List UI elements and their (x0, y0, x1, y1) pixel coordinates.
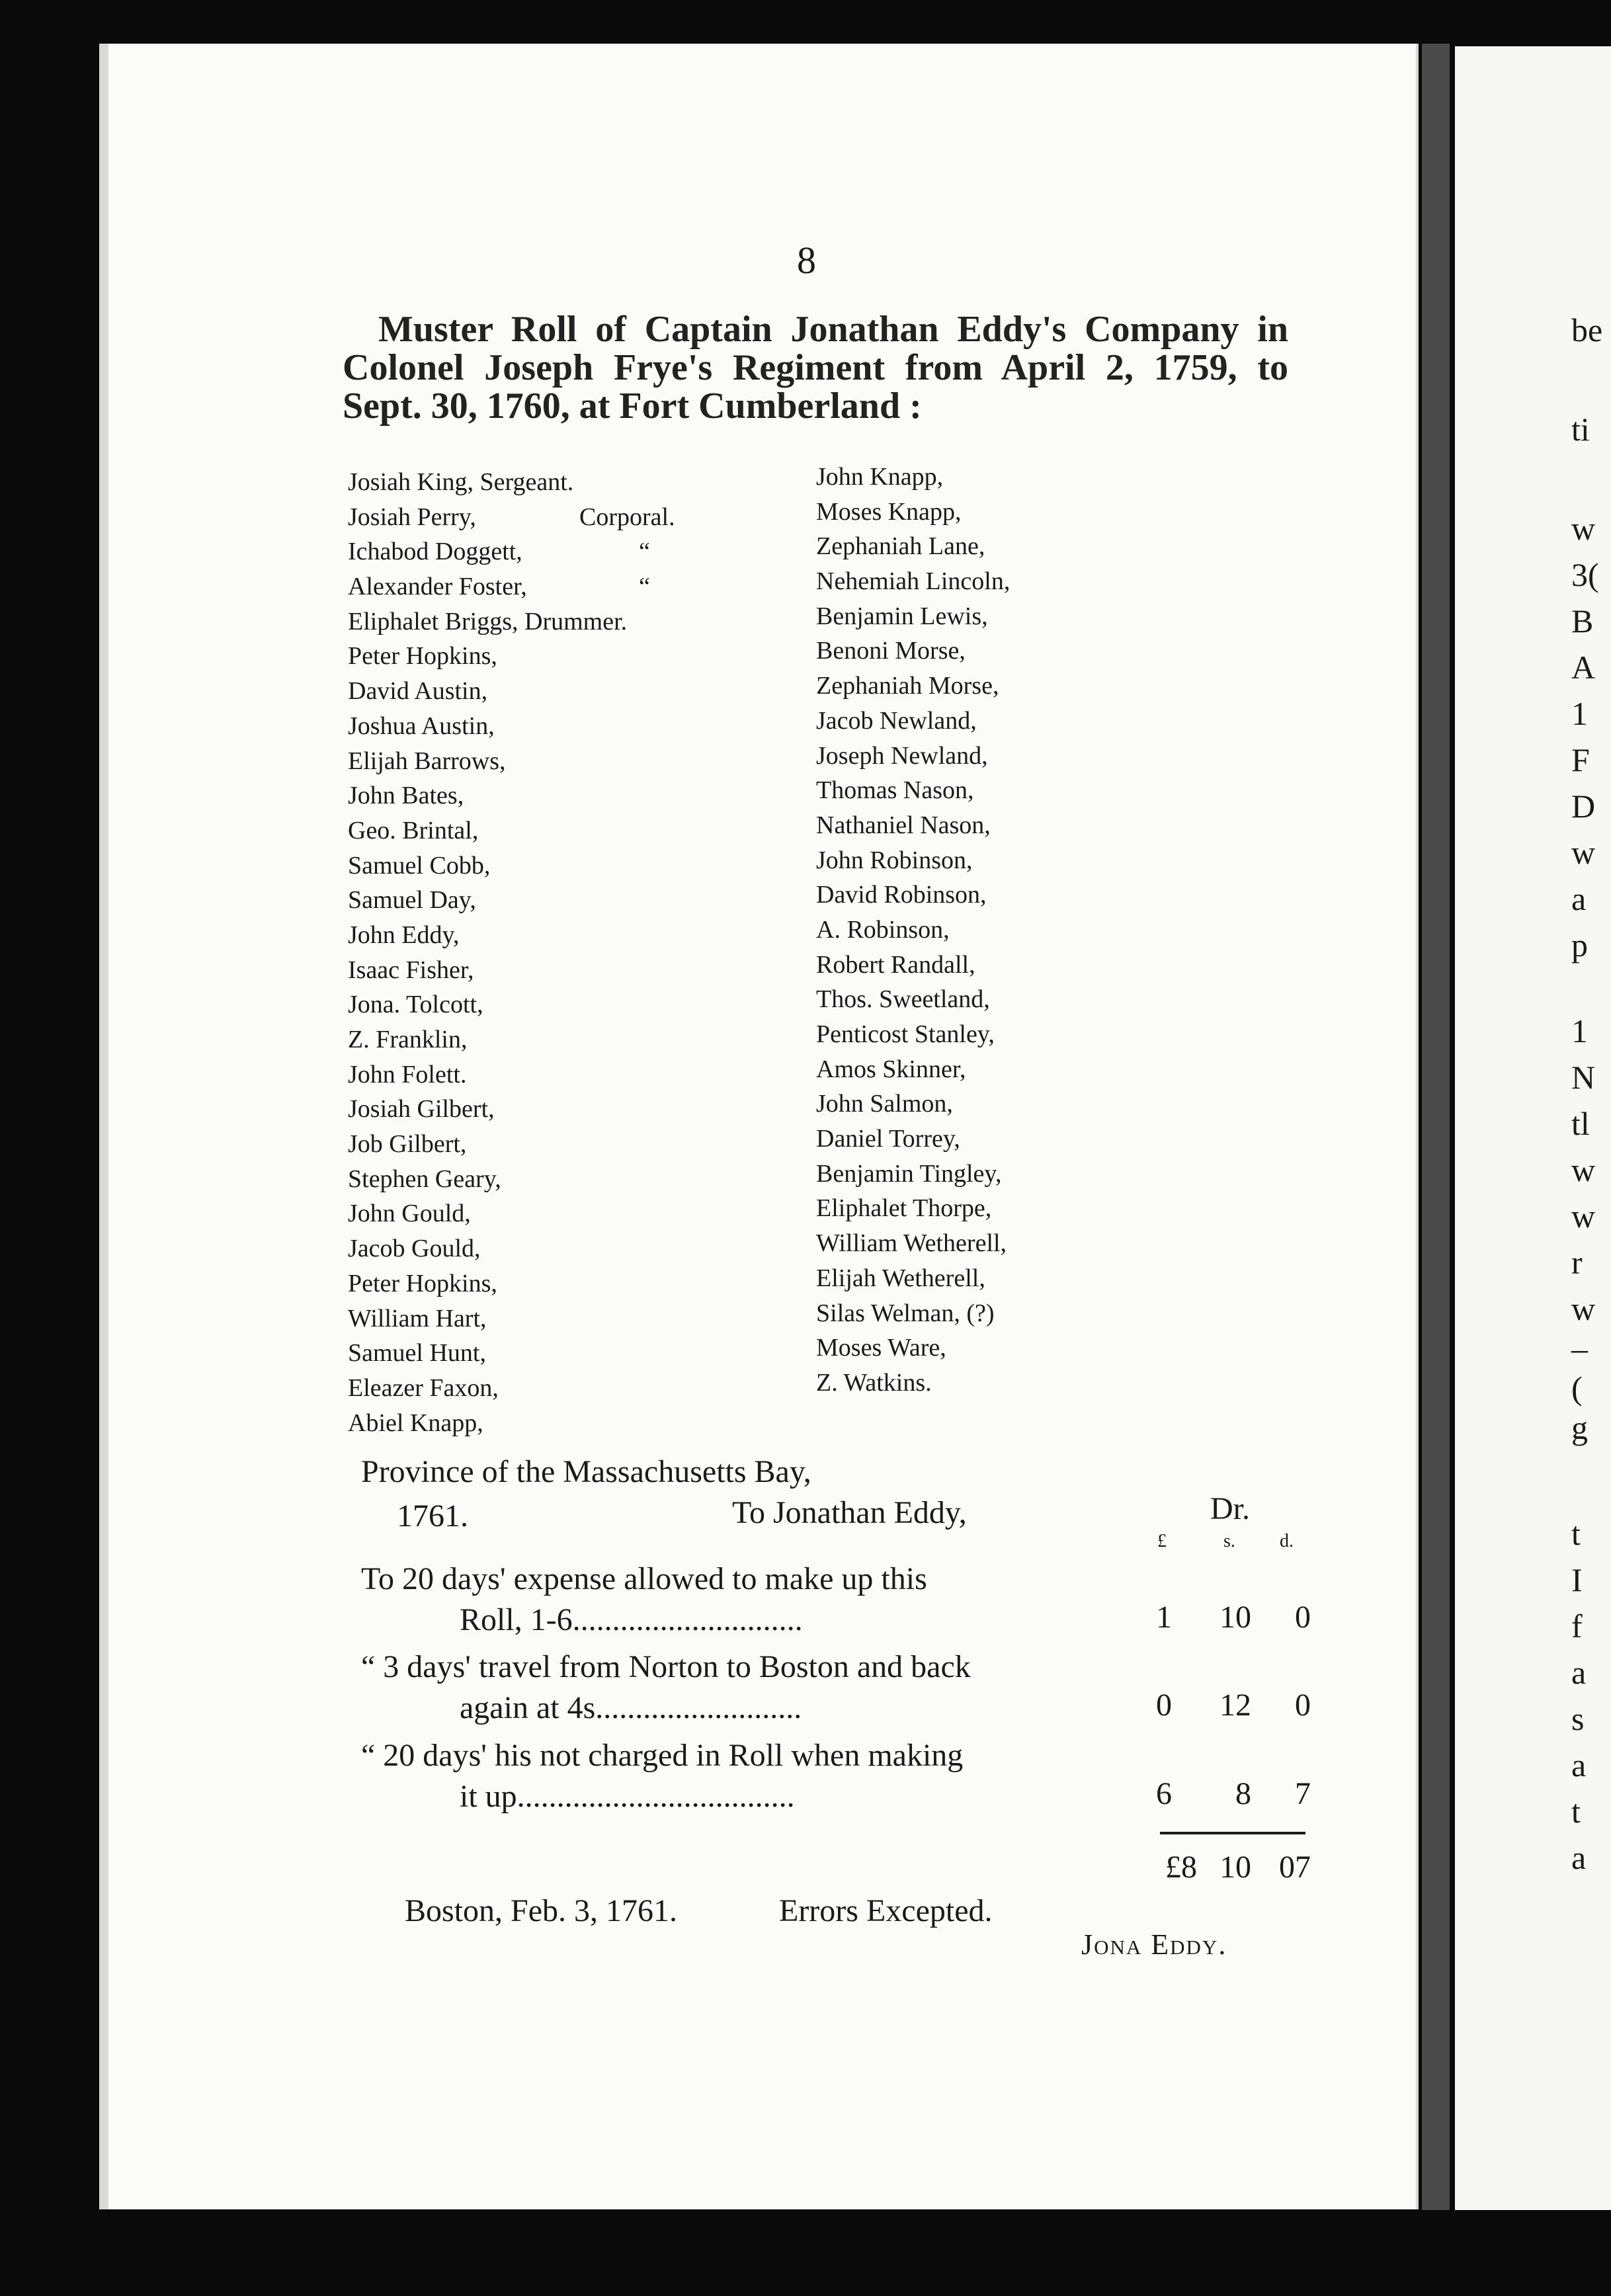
roster-right-column (816, 460, 1010, 1401)
adjacent-page-text: D (1571, 788, 1596, 825)
roster-entry (348, 1127, 627, 1162)
roster-entry: Nehemiah Lincoln, (816, 567, 1011, 596)
adjacent-page-text: – (1571, 1330, 1588, 1367)
member-name: Z. Franklin, (348, 1026, 468, 1053)
adjacent-page-text: g (1571, 1409, 1588, 1446)
entry-shillings: 8 (1235, 1776, 1251, 1811)
adjacent-page-text: a (1571, 1654, 1587, 1691)
adjacent-page-text: t (1571, 1793, 1581, 1830)
member-name: Samuel Day, (348, 886, 476, 915)
member-name: Joshua Austin, (348, 712, 495, 740)
roster-entry (348, 639, 627, 674)
member-name: Abiel Knapp, (348, 1409, 483, 1437)
roster-entry: Benjamin Tingley, (816, 1159, 1002, 1188)
roster-entry (348, 604, 627, 639)
member-name: John Eddy, (348, 921, 460, 949)
member-name: Elijah Barrows, (348, 747, 506, 775)
adjacent-page-text: w (1571, 510, 1596, 547)
entry-pence: 7 (1295, 1776, 1311, 1811)
member-name: Alexander Foster, (348, 573, 527, 601)
adjacent-page-text: s (1571, 1700, 1585, 1737)
adjacent-page-text: a (1571, 1839, 1587, 1876)
total-pounds: £8 (1165, 1850, 1197, 1885)
adjacent-page-text: 1 (1571, 695, 1588, 732)
member-role: “ (639, 538, 650, 566)
adjacent-page-text: r (1571, 1244, 1583, 1281)
adjacent-page-fragment (1455, 46, 1611, 2210)
roster-entry: Robert Randall, (816, 950, 975, 979)
roster-entry: David Robinson, (816, 881, 987, 909)
member-name: Josiah Gilbert, (348, 1095, 495, 1124)
roster-entry: Moses Ware, (816, 1334, 946, 1362)
entry-line: Roll, 1-6............................. (460, 1602, 803, 1637)
roster-entry: William Wetherell, (816, 1229, 1007, 1258)
adjacent-page-text: A (1571, 649, 1596, 686)
roster-entry (348, 1266, 627, 1301)
member-name: Jacob Gould, (348, 1235, 481, 1263)
roster-left-column (348, 465, 675, 1440)
roster-entry (348, 1406, 627, 1441)
roster-entry: A. Robinson, (816, 915, 950, 944)
roster-entry: John Knapp, (816, 463, 944, 491)
roster-entry (348, 1196, 627, 1231)
adjacent-page-text: B (1571, 602, 1594, 639)
roster-entry: Elijah Wetherell, (816, 1264, 985, 1292)
adjacent-page-text: a (1571, 880, 1587, 917)
signature: Jona Eddy. (1081, 1928, 1227, 1961)
adjacent-page-text: 3( (1571, 556, 1599, 593)
roster-entry (348, 674, 627, 709)
roster-entry: Penticost Stanley, (816, 1020, 995, 1048)
roster-entry (348, 953, 627, 988)
roster-entry: John Robinson, (816, 846, 973, 874)
roster-entry (348, 1371, 627, 1406)
roster-entry (348, 1162, 627, 1197)
roster-entry (348, 1022, 627, 1057)
account-payee: To Jonathan Eddy, (732, 1495, 967, 1530)
adjacent-page-text: f (1571, 1608, 1583, 1645)
shillings-unit: s. (1223, 1531, 1235, 1551)
member-name: Josiah Perry, (348, 503, 476, 531)
roster-entry: Benjamin Lewis, (816, 602, 988, 630)
roster-entry (348, 987, 627, 1022)
member-name: Isaac Fisher, (348, 956, 474, 984)
member-name: William Hart, (348, 1304, 487, 1332)
roster-entry: Joseph Newland, (816, 741, 988, 770)
pounds-unit: £ (1157, 1531, 1167, 1551)
adjacent-page-text: ( (1571, 1370, 1583, 1407)
roster-entry (348, 500, 675, 535)
roster-entry: Daniel Torrey, (816, 1125, 960, 1153)
adjacent-page-text: I (1571, 1561, 1583, 1598)
member-name: Eliphalet Briggs, Drummer. (348, 607, 628, 636)
member-role: Corporal. (579, 503, 675, 531)
adjacent-page-text: F (1571, 741, 1590, 778)
roster-entry: Zephaniah Morse, (816, 672, 999, 700)
adjacent-page-text: w (1571, 834, 1596, 871)
roster-entry (348, 744, 627, 779)
entry-pounds: 6 (1156, 1776, 1172, 1811)
place-date: Boston, Feb. 3, 1761. (405, 1893, 678, 1928)
roster-entry: Silas Welman, (?) (816, 1299, 995, 1327)
member-name: John Gould, (348, 1200, 471, 1228)
roster-entry (348, 1057, 627, 1092)
adjacent-page-text: tl (1571, 1105, 1590, 1142)
entry-line: “ 20 days' his not charged in Roll when making (361, 1738, 964, 1773)
pence-unit: d. (1280, 1531, 1294, 1551)
entry-line: To 20 days' expense allowed to make up this (361, 1561, 927, 1596)
entry-pence: 0 (1295, 1688, 1311, 1723)
member-name: Job Gilbert, (348, 1130, 467, 1159)
member-name: John Bates, (348, 782, 464, 810)
roster-entry (348, 918, 627, 953)
entry-shillings: 10 (1219, 1600, 1251, 1635)
entry-pounds: 1 (1156, 1600, 1172, 1635)
adjacent-page-text: p (1571, 926, 1588, 964)
muster-roll-heading (343, 311, 1288, 426)
roster-entry (348, 534, 650, 569)
roster-entry (348, 1092, 627, 1127)
member-name: Eleazer Faxon, (348, 1374, 499, 1402)
adjacent-page-text: w (1571, 1198, 1596, 1235)
member-name: John Folett. (348, 1060, 467, 1088)
adjacent-page-text: 1 (1571, 1012, 1588, 1049)
roster-entry: Benoni Morse, (816, 637, 966, 665)
member-name: Ichabod Doggett, (348, 538, 522, 566)
debit-heading: Dr. (1210, 1491, 1250, 1526)
entry-pounds: 0 (1156, 1688, 1172, 1723)
roster-entry (348, 778, 627, 813)
roster-entry (348, 465, 627, 500)
roster-entry: Eliphalet Thorpe, (816, 1194, 992, 1223)
entry-line: again at 4s.......................... (460, 1690, 802, 1725)
heading-line: Muster Roll of Captain Jonathan Eddy's Company in (378, 309, 1288, 350)
roster-entry: Zephaniah Lane, (816, 532, 985, 561)
roster-entry: Thomas Nason, (816, 776, 974, 805)
total-pence: 07 (1279, 1850, 1311, 1885)
total-rule (1160, 1832, 1305, 1834)
roster-entry: Z. Watkins. (816, 1368, 932, 1397)
roster-entry (348, 1301, 627, 1336)
roster-entry: Jacob Newland, (816, 706, 977, 735)
roster-entry: Thos. Sweetland, (816, 985, 990, 1014)
adjacent-page-text: w (1571, 1151, 1596, 1188)
roster-entry: Nathaniel Nason, (816, 811, 991, 839)
roster-entry: Amos Skinner, (816, 1055, 966, 1083)
roster-entry (348, 1336, 627, 1371)
page-number: 8 (797, 239, 816, 282)
account-year: 1761. (397, 1498, 468, 1534)
roster-entry (348, 1231, 627, 1266)
account-province: Province of the Massachusetts Bay, (361, 1454, 811, 1489)
adjacent-page-text: t (1571, 1515, 1581, 1552)
entry-shillings: 12 (1219, 1688, 1251, 1723)
heading-line: Sept. 30, 1760, at Fort Cumberland : (343, 386, 922, 427)
member-name: Jona. Tolcott, (348, 991, 483, 1019)
binding-edge (1422, 44, 1450, 2210)
roster-entry (348, 569, 650, 604)
member-role: “ (639, 573, 650, 601)
adjacent-page-text: w (1571, 1290, 1596, 1327)
adjacent-page-text: be (1571, 311, 1603, 348)
adjacent-page-text: ti (1571, 411, 1590, 448)
member-name: Samuel Hunt, (348, 1339, 486, 1368)
member-name: Peter Hopkins, (348, 642, 497, 671)
entry-line: “ 3 days' travel from Norton to Boston and back (361, 1649, 971, 1684)
roster-entry (348, 813, 627, 848)
roster-entry (348, 883, 627, 918)
member-name: Stephen Geary, (348, 1165, 501, 1193)
total-shillings: 10 (1219, 1850, 1251, 1885)
roster-entry (348, 848, 627, 883)
member-name: Geo. Brintal, (348, 816, 479, 844)
heading-line: Colonel Joseph Frye's Regiment from April 2, 1759, to (343, 347, 1288, 388)
errors-excepted: Errors Excepted. (779, 1893, 993, 1928)
adjacent-page-text: a (1571, 1746, 1587, 1784)
member-name: Samuel Cobb, (348, 851, 491, 880)
member-name: Peter Hopkins, (348, 1269, 497, 1297)
roster-entry (348, 709, 627, 744)
entry-line: it up................................... (460, 1779, 795, 1814)
entry-pence: 0 (1295, 1600, 1311, 1635)
roster-entry: Moses Knapp, (816, 497, 962, 526)
member-name: David Austin, (348, 677, 488, 706)
member-name: Josiah King, Sergeant. (348, 468, 574, 496)
roster-entry: John Salmon, (816, 1090, 953, 1118)
adjacent-page-text: N (1571, 1059, 1596, 1096)
